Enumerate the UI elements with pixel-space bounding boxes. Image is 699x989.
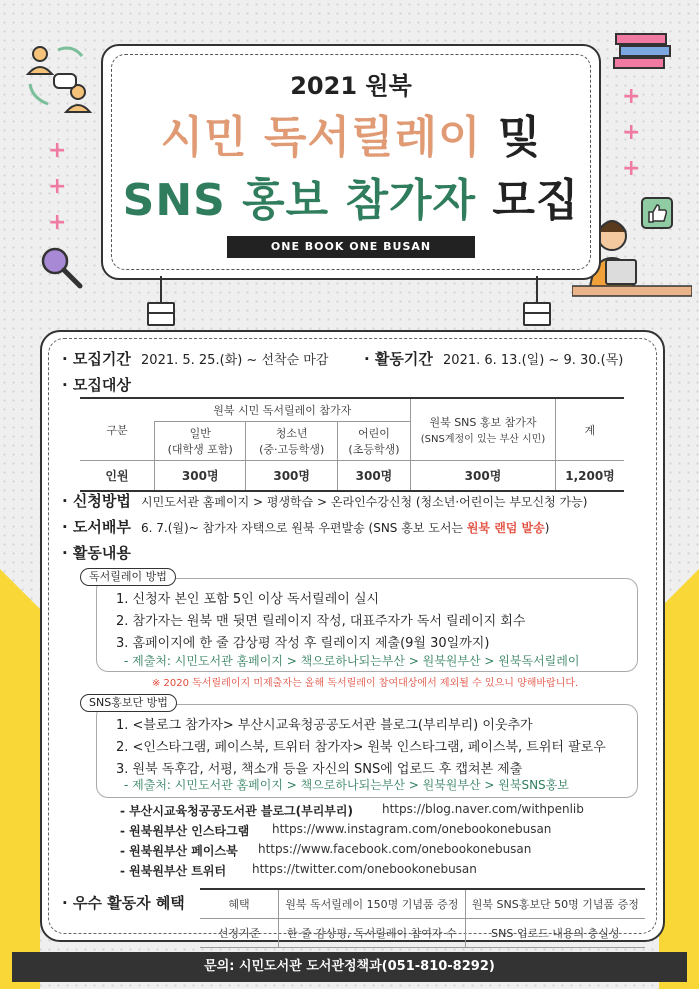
link-blog-name: - 부산시교육청공공도서관 블로그(부리부리) [120,804,353,818]
relay-item-2: 2. 참가자는 원북 맨 뒷면 릴레이지 작성, 대표주자가 독서 릴레이지 회수 [116,614,526,629]
contact-footer: 문의: 시민도서관 도서관정책과(051-810-8292) [12,952,687,982]
sns-item-1: 1. <블로그 참가자> 부산시교육청공공도서관 블로그(부리부리) 이웃추가 [116,718,533,733]
plus-decoration: + [622,120,641,145]
sns-group-title: 원북 SNS 홍보 참가자 [429,416,537,429]
relay-item-1: 1. 신청자 본인 포함 5인 이상 독서릴레이 실시 [116,592,380,607]
hanger [523,290,551,314]
link-twitter-url[interactable]: https://twitter.com/onebookonebusan [252,862,477,876]
activity-period-value: 2021. 6. 13.(일) ~ 9. 30.(목) [443,353,624,368]
sns-tag: SNS홍보단 방법 [80,694,177,712]
plus-decoration: + [48,210,67,235]
books-value: 6. 7.(월)~ 참가자 자택으로 원북 우편발송 (SNS 홍보 도서는 [141,521,467,535]
target-heading: · 모집대상 [62,376,131,394]
general-header: 일반 (대학생 포함) [155,422,246,461]
sns-group-header [411,398,556,461]
title-and: 및 [497,112,542,163]
recruit-period-value: 2021. 5. 25.(화) ~ 선착순 마감 [141,353,329,368]
recruit-table [80,397,624,492]
books-value-highlight: 원북 랜덤 발송 [466,521,545,535]
books-value-end: ) [544,521,550,535]
title-board [101,44,601,280]
sns-item-3: 3. 원북 독후감, 서평, 책소개 등을 자신의 SNS에 업로드 후 캡쳐본 제출 [116,762,523,777]
benefit-table [200,888,645,948]
recruit-period-label: 모집기간 [72,350,131,368]
sns-item-2: 2. <인스타그램, 페이스북, 트위터 참가자> 원북 인스타그램, 페이스북, 트위터 팔로우 [116,740,606,755]
link-instagram-url[interactable]: https://www.instagram.com/onebookonebusan [272,822,552,836]
child-header: 어린이 (초등학생) [337,422,410,461]
activity-label: 활동내용 [72,544,131,562]
plus-decoration: + [48,138,67,163]
magnifier-icon [38,244,84,290]
books-label: 도서배부 [72,518,131,536]
count-child: 300명 [337,461,410,492]
benefit-label: 우수 활동자 혜택 [72,894,185,912]
target-label: 모집대상 [72,376,131,394]
link-instagram-name: - 원북원부산 인스타그램 [120,824,250,838]
relay-warning: ※ 2020 독서릴레이지 미제출자는 올해 독서릴레이 참여대상에서 제외될 수 있으니 양해바랍니다. [152,678,579,689]
youth-header: 청소년 (중·고등학생) [246,422,337,461]
people-chat-icon [20,40,100,120]
count-youth: 300명 [246,461,337,492]
title-recruit: 모집 [492,175,580,226]
books-stack-icon [612,32,676,72]
link-facebook-name: - 원북원부산 페이스북 [120,844,238,858]
benefit-row2-reading: 한 줄 감상평, 독서릴레이 참여자 수 [279,919,466,948]
title-sns: SNS 홍보 참가자 [122,175,476,226]
plus-decoration: + [622,156,641,181]
activity-period: · 활동기간 2021. 6. 13.(일) ~ 9. 30.(목) [364,350,624,368]
sns-group-note: (SNS계정이 있는 부산 시민) [420,434,546,445]
count-general: 300명 [155,461,246,492]
book-distribution: · 도서배부 6. 7.(월)~ 참가자 자택으로 원북 우편발송 (SNS 홍보 도서는 원북 랜덤 발송) [62,518,550,536]
recruit-period: · 모집기간 2021. 5. 25.(화) ~ 선착순 마감 [62,350,329,368]
relay-tag: 독서릴레이 방법 [80,568,176,586]
count-sns: 300명 [411,461,556,492]
type-label: 구분 [80,398,155,461]
relay-source: - 제출처: 시민도서관 홈페이지 > 책으로하나되는부산 > 원북원부산 > 원북독서릴레이 [124,654,580,668]
count-total: 1,200명 [556,461,625,492]
benefit-row2-sns: SNS 업로드 내용의 충실성 [465,919,645,948]
total-header: 계 [556,398,625,461]
tagline: ONE BOOK ONE BUSAN [227,236,475,258]
link-blog-url[interactable]: https://blog.naver.com/withpenlib [382,802,584,816]
title-year: 2021 원북 [290,72,412,100]
link-facebook-url[interactable]: https://www.facebook.com/onebookonebusan [258,842,532,856]
apply-value: 시민도서관 홈페이지 > 평생학습 > 온라인수강신청 (청소년·어린이는 부모신청 가능) [141,495,588,509]
title-reading-relay: 시민 독서릴레이 [160,112,482,163]
hanger [147,290,175,314]
benefit-row2-label: 선정기준 [200,919,279,948]
activity-period-label: 활동기간 [374,350,433,368]
link-twitter-name: - 원북원부산 트위터 [120,864,227,878]
plus-decoration: + [48,174,67,199]
benefit-row1-reading: 원북 독서릴레이 150명 기념품 증정 [279,889,466,919]
plus-decoration: + [622,84,641,109]
activity-heading: · 활동내용 [62,544,131,562]
benefit-heading: · 우수 활동자 혜택 [62,894,185,912]
sns-source: - 제출처: 시민도서관 홈페이지 > 책으로하나되는부산 > 원북원부산 > 원북SNS홍보 [124,778,569,792]
benefit-row1-sns: 원북 SNS홍보단 50명 기념품 증정 [465,889,645,919]
benefit-row1-label: 혜택 [200,889,279,919]
reading-group-header: 원북 시민 독서릴레이 참가자 [155,398,411,422]
count-label: 인원 [80,461,155,492]
apply-method: · 신청방법 시민도서관 홈페이지 > 평생학습 > 온라인수강신청 (청소년·어린이는 부모신청 가능) [62,492,588,510]
relay-item-3: 3. 홈페이지에 한 줄 감상평 작성 후 릴레이지 제출(9월 30일까지) [116,636,490,651]
title-line2 [103,164,599,228]
title-line1 [103,101,599,165]
apply-label: 신청방법 [72,492,131,510]
